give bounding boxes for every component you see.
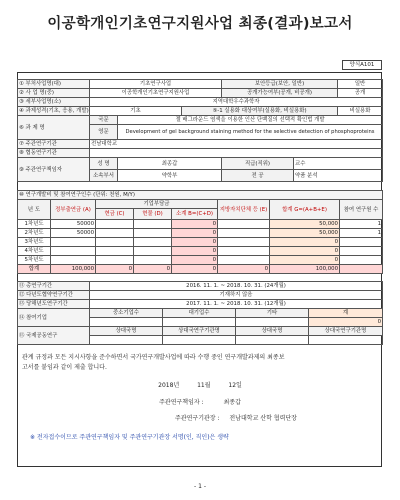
program-name-value: 이공학개인기초연구지원사업 xyxy=(90,89,222,98)
signature-pi-label: 주관연구책임자 : xyxy=(159,399,204,406)
fund-cell-local-gov xyxy=(218,220,270,229)
fund-cell-local-gov xyxy=(218,238,270,247)
fund-cell-cash xyxy=(96,256,134,265)
header-local-gov: 지방자치단체 등 (E) xyxy=(218,200,270,220)
commercialization-value: 비실용화 xyxy=(338,107,383,116)
fund-cell-cash xyxy=(96,238,134,247)
statement-line-2: 고서를 붙임과 같이 제출 합니다. xyxy=(22,364,107,371)
sum-subtotal: 0 xyxy=(172,265,218,274)
funds-table xyxy=(17,190,383,274)
label-total-period: ⑪ 총연구기간 xyxy=(18,282,90,291)
other-count-value xyxy=(236,318,309,327)
label-sub-program: ③ 세부사업명(소) xyxy=(18,98,90,107)
fund-cell-total: 50,000 xyxy=(270,220,340,229)
period-table xyxy=(17,281,383,345)
fund-cell-subtotal: 0 xyxy=(172,256,218,265)
signature-head xyxy=(36,413,400,422)
sum-cash: 0 xyxy=(96,265,134,274)
header-private: 기업부담금 xyxy=(96,200,218,209)
fund-cell-total: 0 xyxy=(270,247,340,256)
fund-cell-government: 50000 xyxy=(51,229,96,238)
label-project-title: ⑥ 과 제 명 xyxy=(18,116,90,140)
label-ministry-program: ① 부처사업명(대) xyxy=(18,80,90,89)
statement-line-1: 관계 규정과 모든 지시사항을 준수하면서 국가연구개발사업에 따라 수행 중인 연구개발과제의 최종보 xyxy=(22,354,285,361)
date-day: 12일 xyxy=(228,382,242,389)
security-grade-value: 일반 xyxy=(338,80,383,89)
label-coop-institution: ⑧ 협동연구기관 xyxy=(18,149,90,158)
label-principal-investigator: ⑨ 주관연구책임자 xyxy=(18,158,90,182)
label-pi-major: 전 공 xyxy=(222,170,294,182)
fund-cell-local-gov xyxy=(218,247,270,256)
header-cash: 현금 (C) xyxy=(96,209,134,220)
signature-head-label: 주관연구기관장 : xyxy=(175,415,220,422)
partner-institution-2 xyxy=(309,336,383,345)
partner-country-1 xyxy=(90,336,163,345)
header-company-total: 계 xyxy=(309,309,383,318)
signature-pi-name: 최종갑 xyxy=(223,399,241,406)
label-lead-institution: ⑦ 주관연구기관 xyxy=(18,140,90,149)
fund-cell-government xyxy=(51,256,96,265)
header-subtotal: 소계 B=(C+D) xyxy=(172,209,218,220)
label-project-nature: ④ 과제성격(기초, 응용, 개발) xyxy=(19,108,89,114)
fund-row xyxy=(18,238,383,247)
fund-cell-subtotal: 0 xyxy=(172,220,218,229)
pi-department-value: 약학부 xyxy=(118,170,222,182)
label-english: 영문 xyxy=(90,125,118,140)
coop-institution-value xyxy=(90,149,383,158)
fund-cell-local-gov xyxy=(218,229,270,238)
form-number: 양식A101 xyxy=(342,60,382,70)
header-researchers: 참여 연구원 수 xyxy=(340,200,383,220)
fund-cell-total: 0 xyxy=(270,256,340,265)
label-pi-department: 소속부서 xyxy=(90,170,118,182)
funds-section-label: ⑩ 연구개발비 및 참여연구인수 (단위: 천원, M/Y) xyxy=(18,191,383,200)
sub-program-value: 지역대학우수과학자 xyxy=(90,98,383,107)
fund-cell-in-kind xyxy=(134,256,172,265)
label-korean: 국문 xyxy=(90,116,118,125)
current-period-value: 2017. 11. 1. ~ 2018. 10. 31. (12개월) xyxy=(90,300,383,309)
fund-row xyxy=(18,247,383,256)
sum-total: 100,000 xyxy=(270,265,340,274)
lead-institution-value: 전남대학교 xyxy=(90,140,383,149)
label-current-period: ⑬ 당해년도연구기간 xyxy=(18,300,90,309)
fund-row xyxy=(18,229,383,238)
fund-cell-in-kind xyxy=(134,220,172,229)
fund-cell-researchers xyxy=(340,247,383,256)
label-program-name: ② 사 업 명(중) xyxy=(18,89,90,98)
label-security-grade: 보안등급(보안, 일반) xyxy=(222,80,338,89)
report-title: 이공학개인기초연구지원사업 최종(결과)보고서 xyxy=(47,16,353,32)
sme-count-value xyxy=(90,318,163,327)
fund-cell-researchers: 1 xyxy=(340,229,383,238)
fund-cell-local-gov xyxy=(218,256,270,265)
header-partner-country-2: 상대국명 xyxy=(236,327,309,336)
fund-cell-cash xyxy=(96,229,134,238)
total-period-value: 2016. 11. 1. ~ 2018. 10. 31. (24개월) xyxy=(90,282,383,291)
multi-year-period-value: 기재하지 않음 xyxy=(90,291,383,300)
sum-local-gov: 0 xyxy=(218,265,270,274)
sum-government: 100,000 xyxy=(51,265,96,274)
sum-in-kind: 0 xyxy=(134,265,172,274)
fund-cell-cash xyxy=(96,247,134,256)
label-pi-position: 직급(직위) xyxy=(222,158,294,170)
fund-cell-researchers: 1 xyxy=(340,220,383,229)
label-multi-year-period: ⑫ 다년도협약연구기간 xyxy=(18,291,90,300)
header-partner-country-1: 상대국명 xyxy=(90,327,163,336)
header-partner-institution-1: 상대국연구기관명 xyxy=(163,327,236,336)
fund-cell-researchers xyxy=(340,256,383,265)
project-title-english: Development of gel background staining method for the selective detection of phosphoproteins xyxy=(118,125,383,140)
pi-position-value: 교수 xyxy=(294,158,383,170)
header-sme-count: 중소기업수 xyxy=(90,309,163,318)
fund-cell-cash xyxy=(96,220,134,229)
fund-row xyxy=(18,256,383,265)
fund-cell-in-kind xyxy=(134,247,172,256)
fund-cell-subtotal: 0 xyxy=(172,247,218,256)
company-total-value: 0 xyxy=(309,318,383,327)
project-nature-value: 기초 xyxy=(90,107,182,116)
header-large-count: 대기업수 xyxy=(163,309,236,318)
partner-institution-1 xyxy=(163,336,236,345)
fund-cell-year: 1차년도 xyxy=(18,220,51,229)
fund-cell-government xyxy=(51,247,96,256)
date-year: 2018년 xyxy=(158,382,180,389)
header-partner-institution-2: 상대국연구기관명 xyxy=(309,327,383,336)
label-pi-name: 성 명 xyxy=(90,158,118,170)
fund-cell-government: 50000 xyxy=(51,220,96,229)
header-government: 정부출연금 (A) xyxy=(51,200,96,220)
fund-cell-government xyxy=(51,238,96,247)
fund-cell-total: 50,000 xyxy=(270,229,340,238)
label-participating-companies: ⑭ 참여기업 xyxy=(18,309,90,327)
fund-cell-year: 4차년도 xyxy=(18,247,51,256)
page-number: - 1 - xyxy=(194,483,206,490)
fund-cell-total: 0 xyxy=(270,238,340,247)
fund-cell-year: 2차년도 xyxy=(18,229,51,238)
signature-head-name: 전남대학교 산학 협력단장 xyxy=(229,415,297,422)
label-commercialization: ⑤-1 실용화 대상여부(실용화, 비실용화) xyxy=(182,107,338,116)
fund-row xyxy=(18,220,383,229)
header-other-count: 기타 xyxy=(236,309,309,318)
fund-cell-researchers xyxy=(340,238,383,247)
large-count-value xyxy=(163,318,236,327)
partner-country-2 xyxy=(236,336,309,345)
fund-cell-in-kind xyxy=(134,238,172,247)
fund-cell-subtotal: 0 xyxy=(172,229,218,238)
footnote: ※ 전자접수이므로 주관연구책임자 및 주관연구기관장 서명(인, 직인)은 생략 xyxy=(30,434,229,441)
pi-major-value: 약품 분석 xyxy=(294,170,383,182)
label-international-research: ⑮ 국제공동연구 xyxy=(18,327,90,345)
project-info-table xyxy=(17,79,383,182)
ministry-program-value: 기초연구사업 xyxy=(90,80,222,89)
submission-date xyxy=(0,380,400,389)
fund-cell-subtotal: 0 xyxy=(172,238,218,247)
fund-cell-year: 5차년도 xyxy=(18,256,51,265)
fund-cell-in-kind xyxy=(134,229,172,238)
fund-cell-year: 3차년도 xyxy=(18,238,51,247)
disclosure-value: 공개 xyxy=(338,89,383,98)
date-month: 11월 xyxy=(197,382,211,389)
header-year: 년 도 xyxy=(18,200,51,220)
header-total: 합계 G=(A+B+E) xyxy=(270,200,340,220)
signature-pi xyxy=(0,397,400,406)
header-in-kind: 현물 (D) xyxy=(134,209,172,220)
project-title-korean: 젤 배그라운드 염색을 이용한 인산 단백질의 선택적 확인법 개발 xyxy=(118,116,383,125)
sum-year: 합계 xyxy=(18,265,51,274)
label-disclosure: 공개가능여부(공개, 비공개) xyxy=(222,89,338,98)
sum-researchers xyxy=(340,265,383,274)
pi-name-value: 최종갑 xyxy=(118,158,222,170)
